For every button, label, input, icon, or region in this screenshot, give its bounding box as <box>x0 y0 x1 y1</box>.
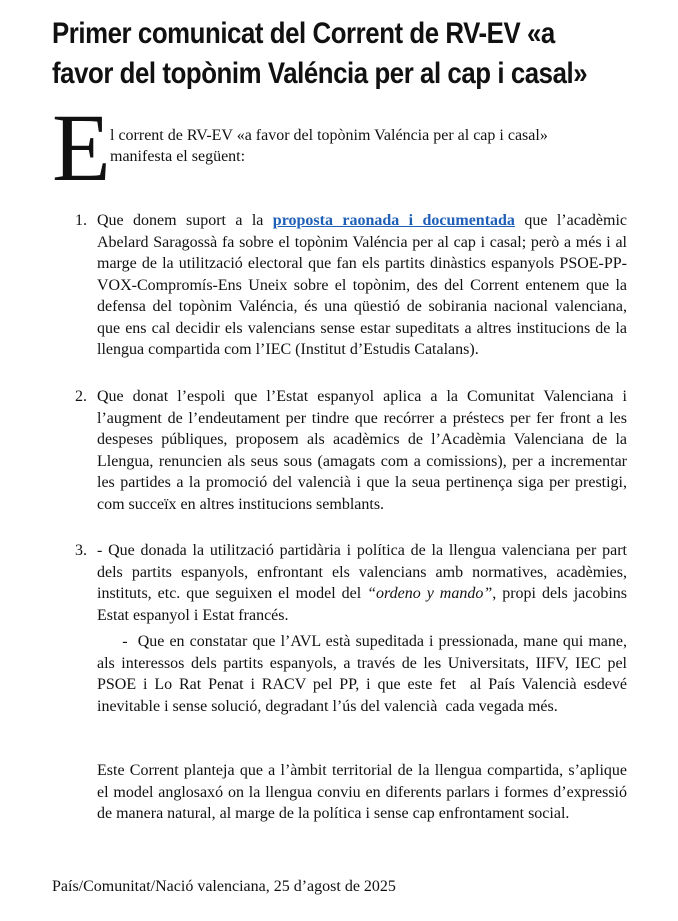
proposal-link[interactable]: proposta raonada i documentada <box>272 212 515 229</box>
item-3-quote: “ordeno y mando” <box>367 585 493 602</box>
footer-place-date: País/Comunitat/Nació valenciana, 25 d’agost de 2025 <box>52 878 396 895</box>
intro-line-2: manifesta el següent: <box>110 148 246 165</box>
list-number: 3. <box>75 542 87 559</box>
item-2-text: Que donat l’espoli que l’Estat espanyol aplica a la Comunitat Valenciana i l’augment de l’endeutament per tindre que recórrer a préstecs per fer front a les despeses públiques, proposem als acadèmics de l’Acadèmia Valenciana de la Llengua, renuncien als seus sous (amagats com a comissions), per a incrementar les partides a la promoció del valencià i que la seua pertinença siga per prestigi, com succeïx en altres institucions semblants. <box>97 388 627 513</box>
item-3-text-pre: - Que donada la utilització partidària i política de la llengua valenciana per part dels partits espanyols, enfrontant els valencians amb normatives, acadèmies, instituts, etc. que seguixen el model del <box>97 542 627 602</box>
list-number: 1. <box>75 212 87 229</box>
drop-cap: E <box>52 94 111 201</box>
item-3-text-post: , propi dels jacobins Estat espanyol i Estat francés. <box>97 585 628 624</box>
title-line-2: favor del topònim Valéncia per al cap i casal» <box>52 57 588 90</box>
list-item-2 <box>75 386 627 515</box>
item-1-text-post: que l’acadèmic Abelard Saragossà fa sobre el topònim Valéncia per al cap i casal; però a més i al marge de la utilització electoral que fan els partits dinàstics espanyols PSOE-PP-VOX-Compromís-Ens Uneix sobre el topònim, des del Corrent entenem que la defensa del topònim Valéncia, és una qüestió de sobirania nacional valenciana, que ens cal decidir els valencians sense estar supeditats a altres institucions de la llengua compartida com l’IEC (Institut d’Estudis Catalans). <box>97 212 627 358</box>
intro-line-1: l corrent de RV-EV «a favor del topònim Valéncia per al cap i casal» <box>110 127 548 144</box>
list-item-3-subpoint: - Que en constatar que l’AVL està supeditada i pressionada, mane qui mane, als interessos dels partits espanyols, a través de les Universitats, IIFV, IEC pel PSOE i Lo Rat Penat i RACV pel PP, i que este fet al País Valencià esdevé inevitable i sense solució, degradant l’ús del valencià cada vegada més. <box>97 633 632 715</box>
page-title <box>52 14 632 94</box>
list-item-1 <box>75 210 627 361</box>
intro-paragraph <box>110 125 626 167</box>
list-number: 2. <box>75 388 87 405</box>
item-1-text-pre: Que donem suport a la <box>97 212 273 229</box>
title-line-1: Primer comunicat del Corrent de RV-EV «a <box>52 17 555 50</box>
list-item-3 <box>75 540 628 626</box>
closing-paragraph: Este Corrent planteja que a l’àmbit territorial de la llengua compartida, s’aplique el model anglosaxó on la llengua conviu en diferents parlars i formes d’expressió de manera natural, al marge de la política i sense cap enfrontament social. <box>97 762 627 822</box>
